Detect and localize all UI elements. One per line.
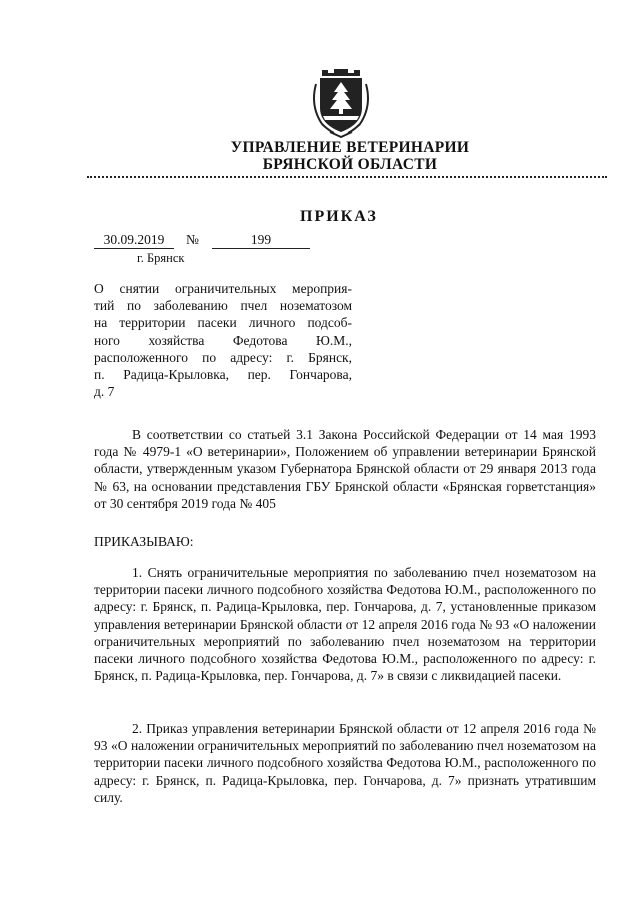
preamble-paragraph: В соответствии со статьей 3.1 Закона Российской Федерации от 14 мая 1993 года № 4979-1 «О ветеринарии», Положением об управлении ветеринарии Брянской области, утвержденным указом Губернатора Брянской области от 29 января 2013 года № 63, на основании представления ГБУ Брянской области «Брянская горветстанция» от 30 сентября 2019 года № 405 [94,427,596,511]
subject-line: ного хозяйства Федотова Ю.М., [94,332,352,348]
document-city: г. Брянск [137,251,185,265]
subject-line: д. 7 [94,384,115,400]
org-name-line1: УПРАВЛЕНИЕ ВЕТЕРИНАРИИ [230,139,470,156]
order-item-2: 2. Приказ управления ветеринарии Брянской области от 12 апреля 2016 года № 93 «О наложении ограничительных мероприятий по заболеванию пчел нозематозом на территории пасеки личного подсобного хозяйства Федотова Ю.М., расположенного по адресу: г. Брянск, п. Радица-Крыловка, пер. Гончарова, д. 7» признать утратившим силу. [94,721,596,805]
header-divider [87,176,607,178]
document-subject [94,280,352,400]
subject-line: п. Радица-Крыловка, пер. Гончарова, [94,367,352,383]
document-title: ПРИКАЗ [300,208,378,225]
subject-line: на территории пасеки личного подсоб- [94,315,352,331]
subject-line: О снятии ограничительных мероприя- [94,281,352,296]
document-number: 199 [212,232,310,249]
number-sign: № [186,232,199,247]
order-word: ПРИКАЗЫВАЮ: [94,534,194,549]
document-date: 30.09.2019 [94,232,174,249]
subject-line: тий по заболеванию пчел нозематозом [94,298,352,314]
subject-line: расположенного по адресу: г. Брянск, [94,349,352,365]
order-item-1: 1. Снять ограничительные мероприятия по заболеванию пчел нозематозом на территории пасеки личного подсобного хозяйства Федотова Ю.М., расположенного по адресу: г. Брянск, п. Радица-Крыловка, пер. Гончарова, д. 7, установленные приказом управления ветеринарии Брянской области от 12 апреля 2016 года № 93 «О наложении ограничительных мероприятий по заболеванию пчел нозематозом на территории пасеки личного подсобного хозяйства Федотова Ю.М., расположенного по адресу: г. Брянск, п. Радица-Крыловка, пер. Гончарова, д. 7» в связи с ликвидацией пасеки. [94,565,596,684]
coat-of-arms-icon [308,66,374,138]
org-name-line2: БРЯНСКОЙ ОБЛАСТИ [262,156,438,173]
